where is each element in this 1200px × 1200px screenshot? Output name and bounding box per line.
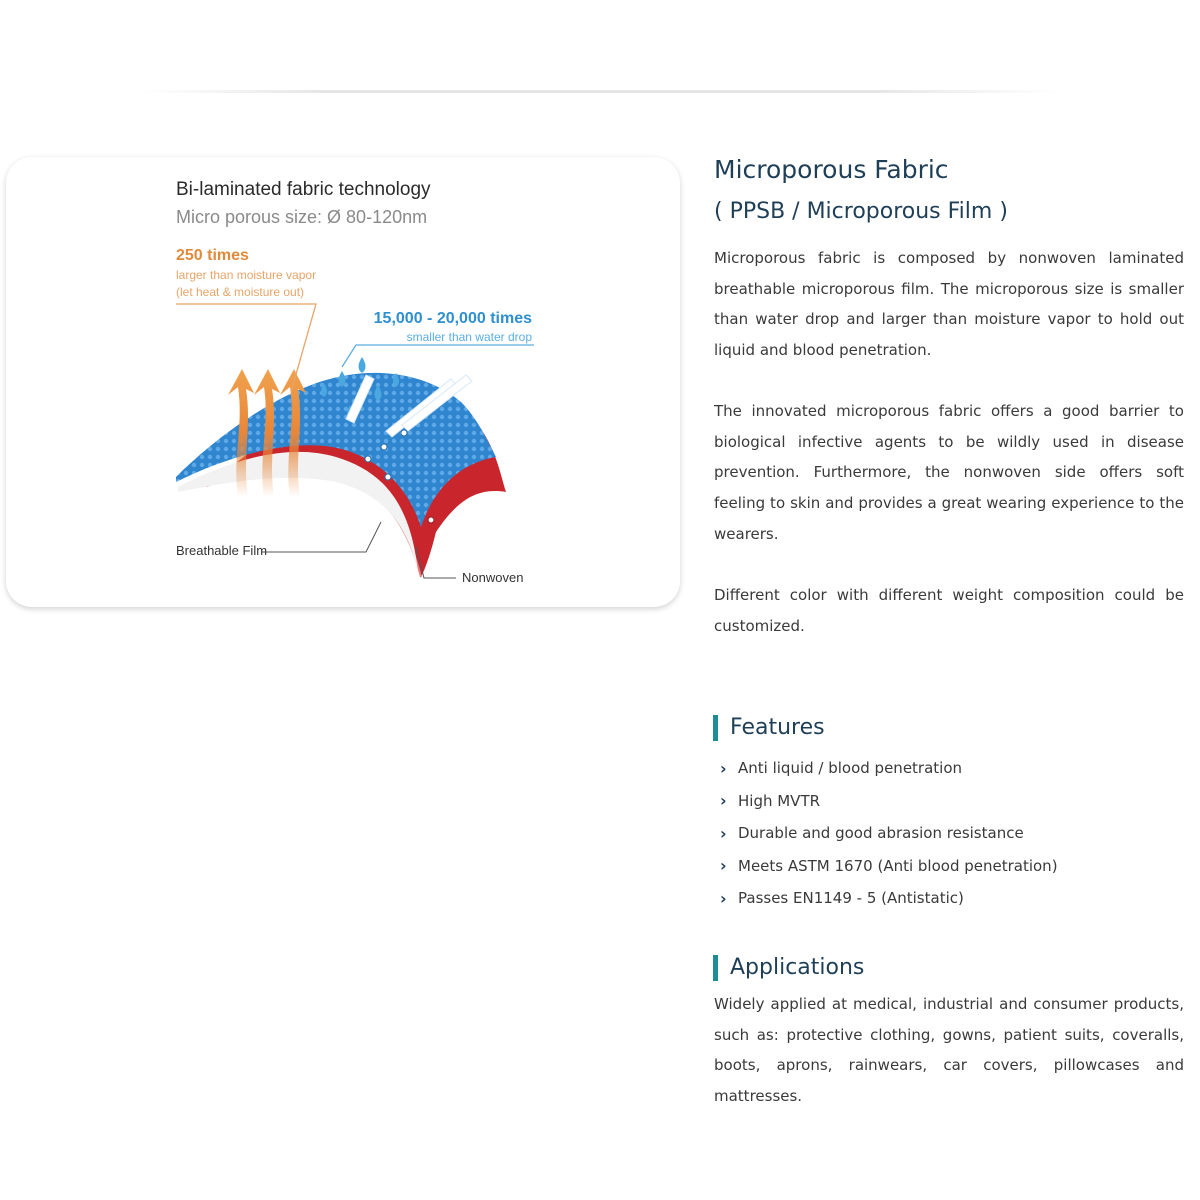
chevron-right-icon: ›	[720, 888, 727, 908]
chevron-right-icon: ›	[720, 823, 727, 843]
label-nonwoven: Nonwoven	[462, 570, 524, 585]
diagram-subtitle: Micro porous size: Ø 80-120nm	[176, 207, 428, 227]
list-item	[720, 785, 1058, 818]
page-title: Microporous Fabric	[714, 155, 949, 184]
chevron-right-icon: ›	[720, 791, 727, 811]
list-item	[720, 850, 1058, 883]
applications-heading: Applications	[713, 955, 1200, 981]
water-callout-line1: smaller than water drop	[406, 330, 532, 344]
film-leader-line	[261, 522, 381, 552]
top-divider	[140, 90, 1060, 93]
list-item	[720, 882, 1058, 915]
chevron-right-icon: ›	[720, 856, 727, 876]
feature-text: High MVTR	[738, 791, 821, 810]
label-breathable-film: Breathable Film	[176, 543, 268, 558]
water-callout-headline: 15,000 - 20,000 times	[373, 310, 532, 327]
features-list	[720, 752, 1058, 915]
feature-text: Durable and good abrasion resistance	[738, 824, 1024, 843]
feature-text: Passes EN1149 - 5 (Antistatic)	[738, 889, 964, 908]
description-paragraph-2: The innovated microporous fabric offers a good barrier to biological infective agents to be wildly used in disease prevention. Furthermore, the nonwoven side offers soft feeling to skin and provides a great wearing experience to the wearers.	[714, 402, 1184, 543]
diagram-card	[6, 157, 680, 607]
diagram-title: Bi-laminated fabric technology	[176, 179, 431, 200]
page-subtitle: ( PPSB / Microporous Film )	[714, 199, 1008, 224]
description-paragraph-3: Different color with different weight composition could be customized.	[714, 586, 1184, 635]
feature-text: Anti liquid / blood penetration	[738, 759, 963, 778]
list-item	[720, 752, 1058, 785]
heat-arrows-icon	[228, 369, 306, 497]
vapor-callout-line2: (let heat & moisture out)	[176, 285, 305, 299]
applications-paragraph: Widely applied at medical, industrial and consumer products, such as: protective clothing, gowns, patient suits, coveralls, boots, aprons, rainwears, car covers, pillowcases and mattresses.	[714, 995, 1184, 1106]
features-heading: Features	[713, 715, 1200, 741]
list-item	[720, 817, 1058, 850]
vapor-callout-headline: 250 times	[176, 247, 249, 264]
feature-text: Meets ASTM 1670 (Anti blood penetration)	[738, 856, 1058, 875]
vapor-callout-line1: larger than moisture vapor	[176, 268, 317, 282]
chevron-right-icon: ›	[720, 758, 727, 778]
water-leader-line	[342, 345, 534, 367]
description-paragraph-1: Microporous fabric is composed by nonwoven laminated breathable microporous film. The microporous size is smaller than water drop and larger than moisture vapor to hold out liquid and blood penetration.	[714, 249, 1184, 360]
